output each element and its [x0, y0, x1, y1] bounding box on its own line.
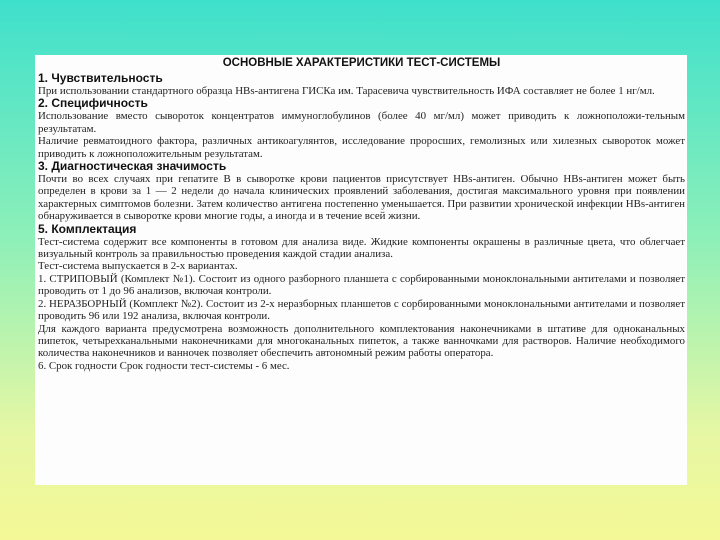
- paragraph: 6. Срок годности Срок годности тест-системы - 6 мес.: [38, 359, 290, 372]
- section-heading: 1. Чувствительность: [38, 71, 163, 85]
- paragraph: 2. НЕРАЗБОРНЫЙ (Комплект №2). Состоит из 2-х неразборных планшетов с сорбированными моноклональными антителами и позволяет проводить 96 или 192 анализа, включая контроли.: [38, 297, 685, 323]
- section-heading: 5. Комплектация: [38, 221, 137, 236]
- section-heading: 2. Специфичность: [38, 96, 148, 111]
- section-diagnostic-value: [38, 160, 685, 223]
- paragraph: Для каждого варианта предусмотрена возможность дополнительного комплектования наконечниками в штативе для одноканальных пипеток, четырехканальными наконечниками для многоканальных пипеток, а также ванночками для растворов. Наличие необходимого количества наконечников и ванночек позволяет обеспечить автономный режим работы оператора.: [38, 322, 685, 360]
- paragraph: При использовании стандартного образца HBs-антигена ГИСКа им. Тарасевича чувствительность ИФА составляет не более 1 нг/мл.: [38, 85, 655, 97]
- paragraph: 1. СТРИПОВЫЙ (Комплект №1). Состоит из одного разборного планшета с сорбированными моноклональными антителами и позволяет проводить от 1 до 96 анализов, включая контроли.: [38, 272, 685, 298]
- paragraph: Наличие ревматоидного фактора, различных антикоагулянтов, исследование проросших, гемолизных или хилезных сывороток может приводить к ложноположительным результатам.: [38, 135, 685, 160]
- paragraph: Тест-система содержит все компоненты в готовом для анализа виде. Жидкие компоненты окрашены в различные цвета, что облегчает визуальный контроль за правильностью проведения каждой стадии анализа.: [38, 235, 685, 261]
- paragraph: Почти во всех случаях при гепатите В в сыворотке крови пациентов присутствует HBs-антиген. Обычно HBs-антиген может быть определен в крови за 1 — 2 недели до начала клинических проявлений заболевания, достигая максимального уровня при появлении характерных симптомов болезни. Затем количество антигена постепенно уменьшается. При развитии хронической инфекции HBs-антиген обнаруживается в сыворотке крови многие годы, а иногда и в течение всей жизни.: [38, 173, 685, 223]
- section-heading: 3. Диагностическая значимость: [38, 159, 227, 174]
- section-sensitivity: [38, 72, 685, 97]
- section-specificity: [38, 97, 685, 160]
- document-page: [35, 55, 687, 485]
- section-package: [38, 223, 685, 372]
- paragraph: Тест-система выпускается в 2-х вариантах.: [38, 260, 238, 273]
- page-title: ОСНОВНЫЕ ХАРАКТЕРИСТИКИ ТЕСТ-СИСТЕМЫ: [222, 57, 501, 69]
- paragraph: Использование вместо сывороток концентратов иммуноглобулинов (более 40 мг/мл) может приводить к ложноположи-тельным результатам.: [38, 110, 685, 135]
